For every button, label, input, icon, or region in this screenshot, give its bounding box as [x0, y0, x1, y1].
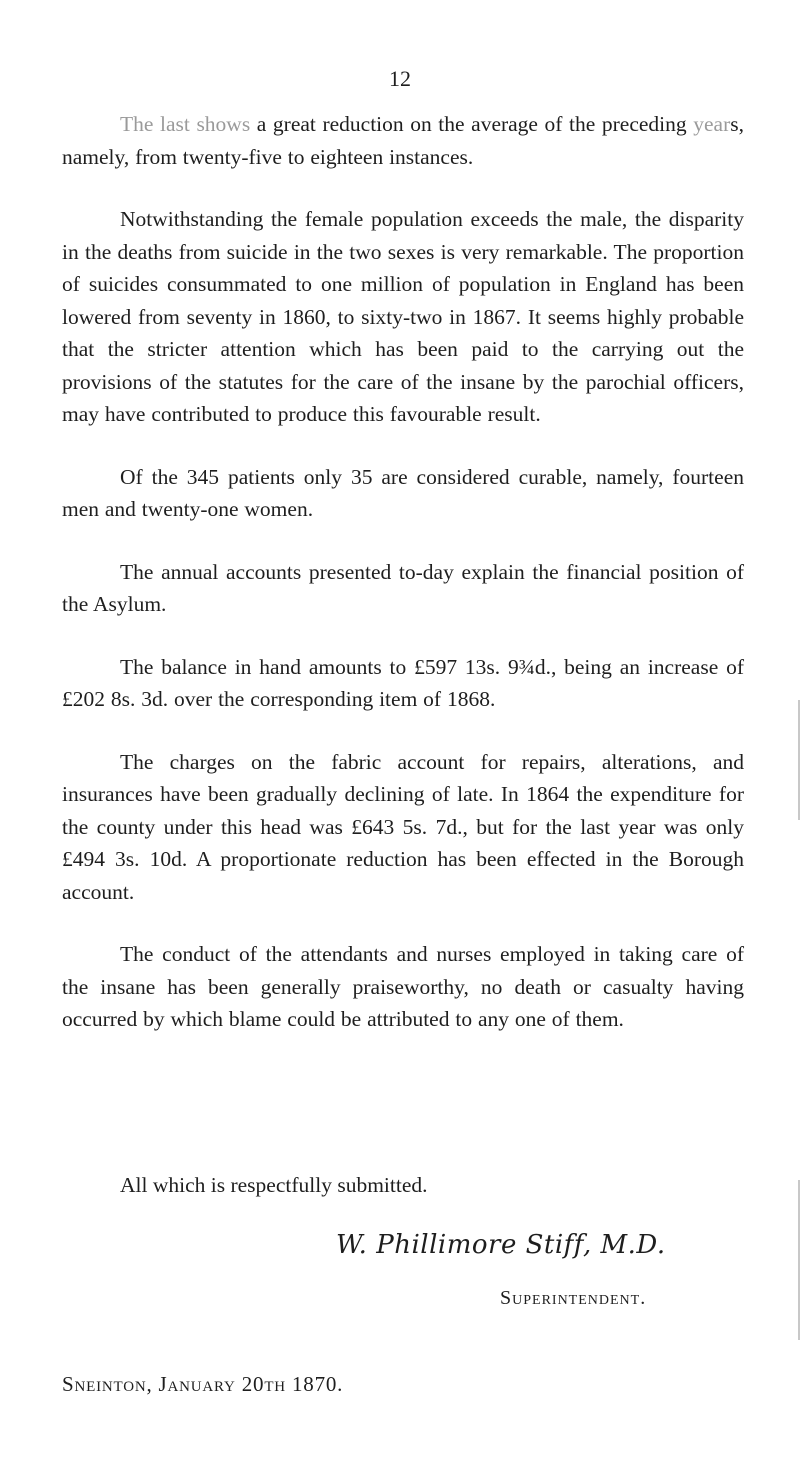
closing-line: All which is respectfully submitted.	[120, 1173, 428, 1197]
paragraph-fabric: The charges on the fabric account for repairs, alterations, and insurances have been gradually declining of late. In 1864 the expenditure for the county under this head was £643 5s. 7d., but for the last year was only £494 3s. 10d. A proportionate reduction has been effected in the Borough account.	[62, 749, 744, 904]
report-body	[62, 108, 744, 1066]
place-date: Sneinton, January 20th 1870.	[62, 1372, 344, 1396]
faded-text: The last shows	[120, 112, 251, 136]
signature: W. Phillimore Stiff, M.D.	[336, 1230, 666, 1260]
paragraph-conduct: The conduct of the attendants and nurses employed in taking care of the insane has been generally praiseworthy, no death or casualty having occurred by which blame could be attributed to any one of them.	[62, 942, 744, 1031]
faded-text: year	[693, 112, 731, 136]
paragraph-balance: The balance in hand amounts to £597 13s. 9¾d., being an increase of £202 8s. 3d. over the corresponding item of 1868.	[62, 654, 744, 711]
paragraph-curable: Of the 345 patients only 35 are considered curable, namely, fourteen men and twenty-one women.	[62, 464, 744, 521]
paragraph-average	[62, 108, 744, 173]
page-number: 12	[389, 66, 411, 91]
signatory-role: Superintendent.	[500, 1287, 647, 1309]
paragraph-accounts: The annual accounts presented to-day explain the financial position of the Asylum.	[62, 559, 744, 616]
paragraph-text: s, namely, from twenty-five to eighteen instances.	[62, 112, 744, 169]
paragraph-text: a great reduction on the average of the preceding	[250, 112, 687, 136]
paragraph-suicide: Notwithstanding the female population exceeds the male, the disparity in the deaths from suicide in the two sexes is very remarkable. The proportion of suicides consummated to one million of population in England has been lowered from seventy in 1860, to sixty-two in 1867. It seems highly probable that the stricter attention which has been paid to the carrying out the provisions of the statutes for the care of the insane by the parochial officers, may have contributed to produce this favourable result.	[62, 207, 744, 426]
